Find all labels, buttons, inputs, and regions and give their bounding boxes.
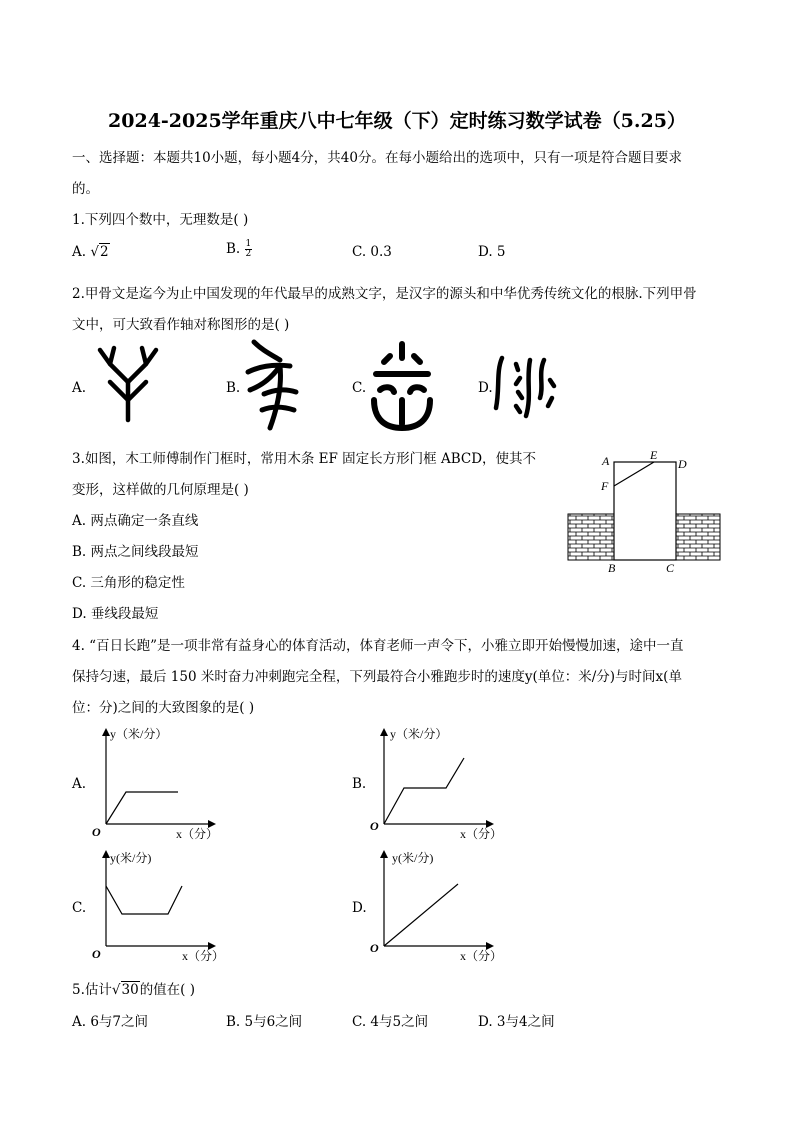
q3-right-wall [676,514,720,560]
q4-graph-a-line [106,792,178,824]
q2-option-d: D. [478,380,493,396]
q4-graph-c-line [106,886,182,914]
q1-radicand: 2 [99,244,109,260]
q4-option-d: D. [352,900,367,916]
q4-graph-d-xlabel: x（分） [460,949,503,963]
q2-glyph-c-image [366,340,436,434]
q3-door-frame-figure [564,448,724,578]
q2-option-c: C. [352,380,367,396]
page-title: 2024-2025学年重庆八中七年级（下）定时练习数学试卷（5.25） [108,110,686,132]
q1-sqrt: √2 [90,244,109,260]
q5-stem [72,978,195,998]
q5-option-c: C. 4与5之间 [352,1014,429,1030]
q4-graph-b-ylabel: y（米/分） [390,727,448,741]
q4-stem-line3: 位：分)之间的大致图象的是( ) [72,700,255,716]
q2-glyph-b-image [240,336,304,436]
q3-label-a: A [602,454,610,468]
q4-graph-b-origin: O [370,819,379,833]
q5-option-d: D. 3与4之间 [478,1014,555,1030]
q1-option-a [72,244,110,260]
q3-option-d: D. 垂线段最短 [72,606,159,622]
q4-graph-b-line [384,758,464,824]
q2-stem-line2: 文中，可大致看作轴对称图形的是( ) [72,317,290,333]
q4-graph-d-ylabel: y(米/分) [392,851,434,865]
q5-option-b: B. 5与6之间 [226,1014,303,1030]
q4-option-b: B. [352,776,367,792]
q1-option-a-label: A. [72,244,87,260]
q4-graph-b [366,724,506,844]
q4-graph-a-origin: O [92,825,101,839]
q3-option-b: B. 两点之间线段最短 [72,544,199,560]
q5-stem-suffix: 的值在( ) [139,982,196,998]
q4-graph-d-line [384,884,458,946]
q4-graph-b-xlabel: x（分） [460,827,503,841]
q4-graph-c-xlabel: x（分） [182,949,225,963]
q2-glyph-a-image [92,342,164,424]
q2-stem-line1: 2.甲骨文是迄今为止中国发现的年代最早的成熟文字，是汉字的源头和中华优秀传统文化的根脉.下列甲骨 [72,286,697,302]
q2-glyph-d-image [492,350,564,422]
q3-stem-line2: 变形，这样做的几何原理是( ) [72,482,249,498]
q3-label-b: B [608,561,616,575]
q3-door-rect [614,462,676,560]
q4-option-a: A. [72,776,87,792]
q3-left-wall [568,514,614,560]
q1-fraction [245,240,253,259]
q3-label-e: E [650,448,658,462]
q1-option-d: D. 5 [478,244,506,260]
q1-option-b [226,240,252,259]
q4-stem-line2: 保持匀速，最后 150 米时奋力冲刺跑完全程，下列最符合小雅跑步时的速度y(单位：米/分)与时间x(单 [72,669,682,685]
q1-frac-num: 1 [245,239,252,249]
q4-graph-a-xlabel: x（分） [176,827,219,841]
q4-graph-a-ylabel: y（米/分） [110,727,168,741]
q4-graph-c [88,846,228,966]
q4-option-c: C. [72,900,87,916]
q1-stem: 1.下列四个数中，无理数是( ) [72,212,249,228]
q4-graph-c-origin: O [92,947,101,961]
q3-option-c: C. 三角形的稳定性 [72,575,185,591]
q5-stem-prefix: 5.估计 [72,982,112,998]
q4-stem-line1: 4. “百日长跑”是一项非常有益身心的体育活动，体育老师一声令下，小雅立即开始慢慢加速，途中一直 [72,638,684,654]
q1-option-c: C. 0.3 [352,244,392,260]
q5-sqrt: √30 [111,982,139,998]
q1-option-b-label: B. [226,241,241,257]
q5-radicand: 30 [121,982,139,998]
q2-option-b: B. [226,380,241,396]
q5-option-a: A. 6与7之间 [72,1014,149,1030]
q1-frac-den: 2 [245,249,252,259]
section-header-line1: 一、选择题：本题共10小题，每小题4分，共40分。在每小题给出的选项中，只有一项是符合题目要求 [72,150,682,166]
q3-label-c: C [666,561,675,575]
section-header-line2: 的。 [72,181,99,197]
q3-label-f: F [601,479,609,493]
q3-label-d: D [678,457,687,471]
q4-graph-c-ylabel: y(米/分) [110,851,152,865]
q3-option-a: A. 两点确定一条直线 [72,513,199,529]
q4-graph-d [366,846,506,966]
q2-option-a: A. [72,380,87,396]
q4-graph-d-origin: O [370,941,379,955]
q4-graph-a [88,724,228,844]
q3-stem-line1: 3.如图，木工师傅制作门框时，常用木条 EF 固定长方形门框 ABCD，使其不 [72,451,537,467]
